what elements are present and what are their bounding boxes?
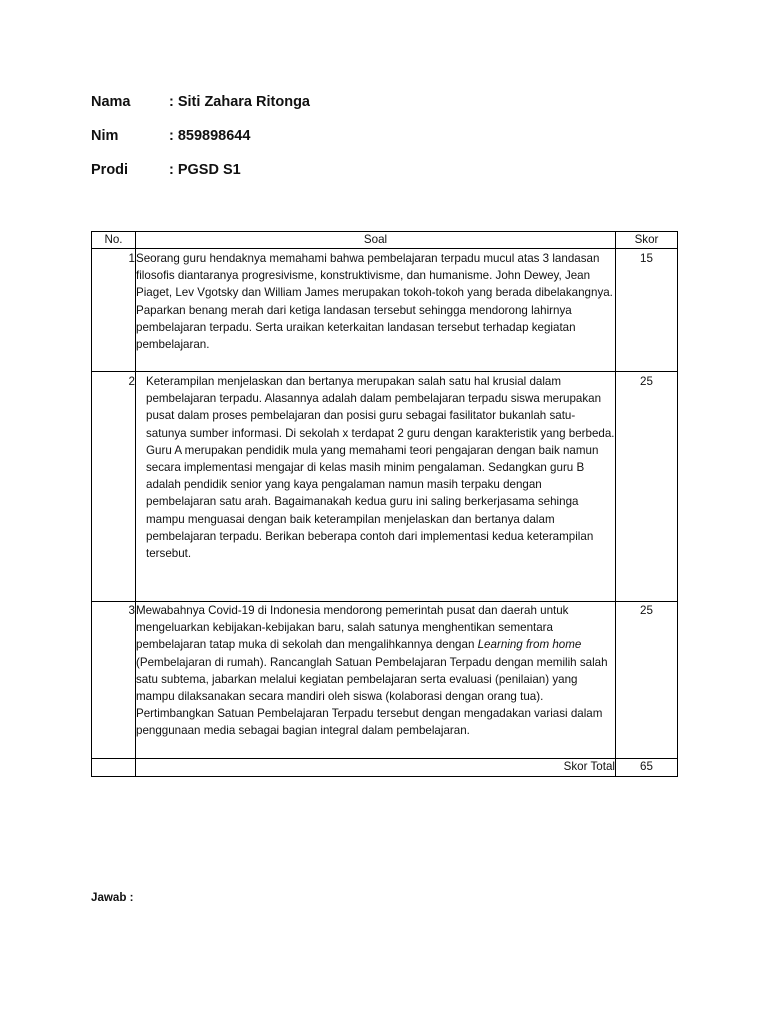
question-text-italic: Learning from home bbox=[477, 638, 582, 652]
column-header-skor: Skor bbox=[616, 232, 678, 249]
table-row bbox=[92, 602, 678, 759]
question-number: 1 bbox=[92, 249, 136, 372]
nama-label: Nama bbox=[91, 94, 131, 110]
prodi-row bbox=[91, 162, 310, 196]
nama-row bbox=[91, 94, 310, 128]
total-row bbox=[92, 759, 678, 777]
question-score: 25 bbox=[616, 372, 678, 602]
question-number: 3 bbox=[92, 602, 136, 759]
column-header-no: No. bbox=[92, 232, 136, 249]
table-row bbox=[92, 249, 678, 372]
total-value: 65 bbox=[616, 759, 678, 777]
jawab-label: Jawab : bbox=[91, 891, 134, 904]
question-score: 25 bbox=[616, 602, 678, 759]
question-text: Seorang guru hendaknya memahami bahwa pembelajaran terpadu mucul atas 3 landasan filosofis diantaranya progresivisme, konstruktivisme, dan humanisme. John Dewey, Jean Piaget, Lev Vgotsky dan William James merupakan tokoh-tokoh yang berada dibelakangnya. Paparkan benang merah dari ketiga landasan tersebut sehingga mendorong lahirnya pembelajaran terpadu. Serta uraikan keterkaitan landasan tersebut terhadap kegiatan pembelajaran. bbox=[136, 249, 616, 372]
nama-value: : Siti Zahara Ritonga bbox=[169, 94, 310, 110]
nim-label: Nim bbox=[91, 128, 119, 144]
question-number: 2 bbox=[92, 372, 136, 602]
table-row bbox=[92, 372, 678, 602]
question-table bbox=[91, 231, 678, 777]
question-text-part: Mewabahnya Covid-19 di Indonesia mendorong pemerintah pusat dan daerah untuk mengeluarkan kebijakan-kebijakan baru, salah satunya menghentikan sementara pembelajaran tatap muka di sekolah dan mengalihkannya dengan bbox=[136, 604, 569, 652]
student-info bbox=[91, 94, 310, 196]
nim-value: : 859898644 bbox=[169, 128, 251, 144]
prodi-value: : PGSD S1 bbox=[169, 162, 241, 178]
total-empty-cell bbox=[92, 759, 136, 777]
question-text: Keterampilan menjelaskan dan bertanya merupakan salah satu hal krusial dalam pembelajaran terpadu. Alasannya adalah dalam pembelajaran terpadu siswa merupakan pusat dalam proses pembelajaran dan posisi guru sebagai fasilitator bukanlah satu-satunya sumber informasi. Di sekolah x terdapat 2 guru dengan karakteristik yang berbeda. Guru A merupakan pendidik mula yang memahami teori pengajaran dengan baik namun secara implementasi mengajar di kelas masih minim pengalaman. Sedangkan guru B adalah pendidik senior yang kaya pengalaman namun masih terpaku dengan pembelajaran satu arah. Bagaimanakah kedua guru ini saling berkerjasama sehinga mampu menguasai dengan baik keterampilan menjelaskan dan bertanya dalam pembelajaran terpadu. Berikan beberapa contoh dari implementasi kedua keterampilan tersebut. bbox=[136, 372, 616, 602]
prodi-label: Prodi bbox=[91, 162, 129, 178]
column-header-soal: Soal bbox=[136, 232, 616, 249]
question-text-part: (Pembelajaran di rumah). Rancanglah Satuan Pembelajaran Terpadu dengan memilih salah satu subtema, jabarkan melalui kegiatan pembelajaran serta evaluasi (penilaian) yang mampu dilaksanakan secara mandiri oleh siswa (kolaborasi dengan orang tua). Pertimbangkan Satuan Pembelajaran Terpadu tersebut dengan mengadakan variasi dalam penggunaan media sebagai bagian integral dalam pembelajaran. bbox=[136, 655, 608, 738]
total-label: Skor Total bbox=[136, 759, 616, 777]
question-score: 15 bbox=[616, 249, 678, 372]
question-text bbox=[136, 602, 616, 759]
nim-row bbox=[91, 128, 310, 162]
table-header-row bbox=[92, 232, 678, 249]
